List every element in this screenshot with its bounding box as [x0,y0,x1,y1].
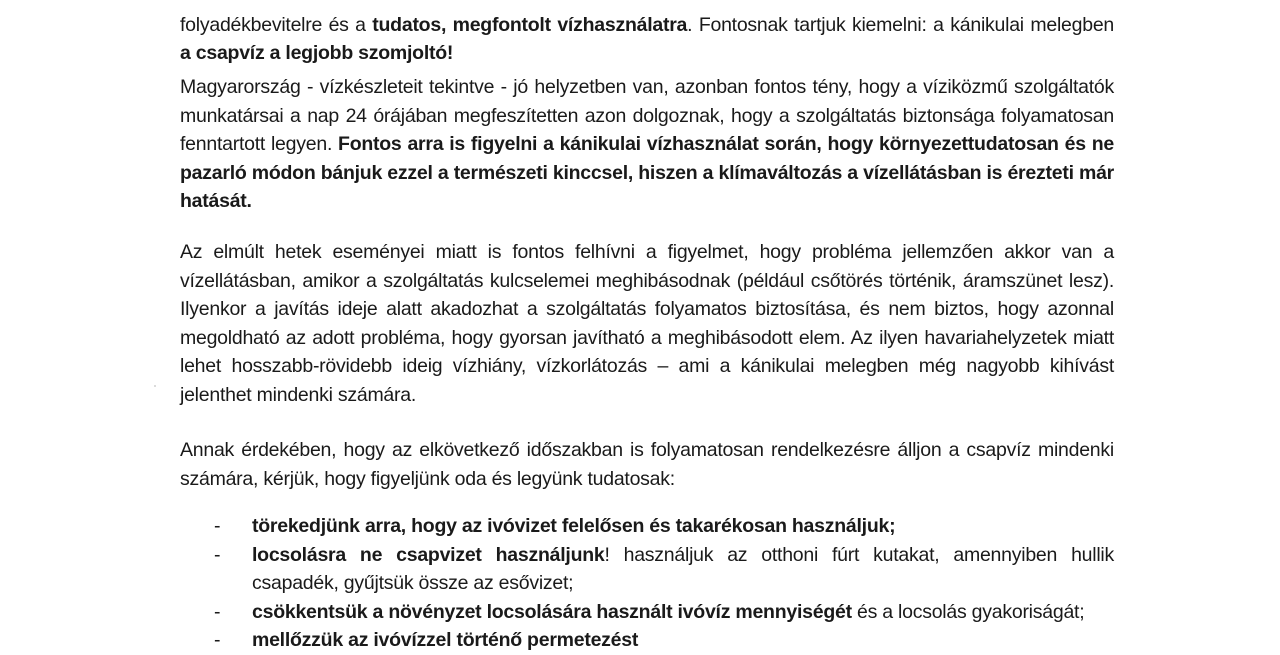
paragraph-4-text: Annak érdekében, hogy az elkövetkező időszakban is folyamatosan rendelkezésre álljon a csapvíz mindenki számára, kérjük, hogy figyeljünk oda és legyünk tudatosak: [180,439,1114,490]
paragraph-water-resources [180,73,1114,216]
paragraph-2-text: Magyarország - vízkészleteit tekintve - jó helyzetben van, azonban fontos tény, hogy a víziközmű szolgáltatók munkatársai a nap 24 órájában megfeszítetten azon dolgoznak, hogy a szolgáltatás biztonsága folyamatosan fenntartott legyen. [180,76,1114,155]
list-item [180,512,1114,541]
advice-list [180,512,1114,655]
list-item-bold: törekedjünk arra, hogy az ivóvizet felelősen és takarékosan használjuk; [252,515,896,537]
paragraph-recent-events [180,238,1114,409]
intro-bold-1: tudatos, megfontolt vízhasználatra [372,13,688,36]
paragraph-request [180,436,1114,493]
list-item-bold: locsolásra ne csapvizet használjunk [252,543,605,566]
dash-bullet-icon: - [214,543,221,566]
list-item [180,626,1114,655]
list-item [180,541,1114,598]
paragraph-3-text: Az elmúlt hetek eseményei miatt is fontos felhívni a figyelmet, hogy probléma jellemzően akkor van a vízellátásban, amikor a szolgáltatás kulcselemei meghibásodnak (például csőtörés történik, áramszünet lesz). Ilyenkor a javítás ideje alatt akadozhat a szolgáltatás folyamatos biztosítása, és nem biztos, hogy azonnal megoldható az adott probléma, hogy gyorsan javítható a meghibásodott elem. Az ilyen havariahelyzetek miatt lehet hosszabb-rövidebb ideig vízhiány, vízkorlátozás – ami a kánikulai melegben még nagyobb kihívást jelenthet mindenki számára. [180,241,1114,406]
intro-text-start: folyadékbevitelre és a [180,13,373,36]
intro-text-1: . Fontosnak tartjuk kiemelni: a kánikulai melegben [687,13,1115,36]
paragraph-2-bold: Fontos arra is figyelni a kánikulai vízhasználat során, hogy környezettudatosan és ne pazarló módon bánjuk ezzel a természeti kinccsel, hiszen a klímaváltozás a vízellátásban is érezteti már hatását. [180,133,1114,212]
list-item-bold: csökkentsük a növényzet locsolására használt ivóvíz mennyiségét [252,600,852,623]
scan-speck [154,385,156,387]
list-item-text: ! használjuk az otthoni fúrt kutakat, amennyiben hullik csapadék, gyűjtsük össze az esővizet; [252,543,1115,594]
dash-bullet-icon: - [214,600,221,623]
dash-bullet-icon: - [214,515,221,537]
list-item-text: és a locsolás gyakoriságát; [851,600,1085,623]
dash-bullet-icon: - [214,629,221,651]
list-item-bold: mellőzzük az ivóvízzel történő permetezést [252,629,639,651]
intro-bold-2: a csapvíz a legjobb szomjoltó! [180,42,454,64]
list-item [180,598,1114,627]
paragraph-intro [180,0,1114,68]
